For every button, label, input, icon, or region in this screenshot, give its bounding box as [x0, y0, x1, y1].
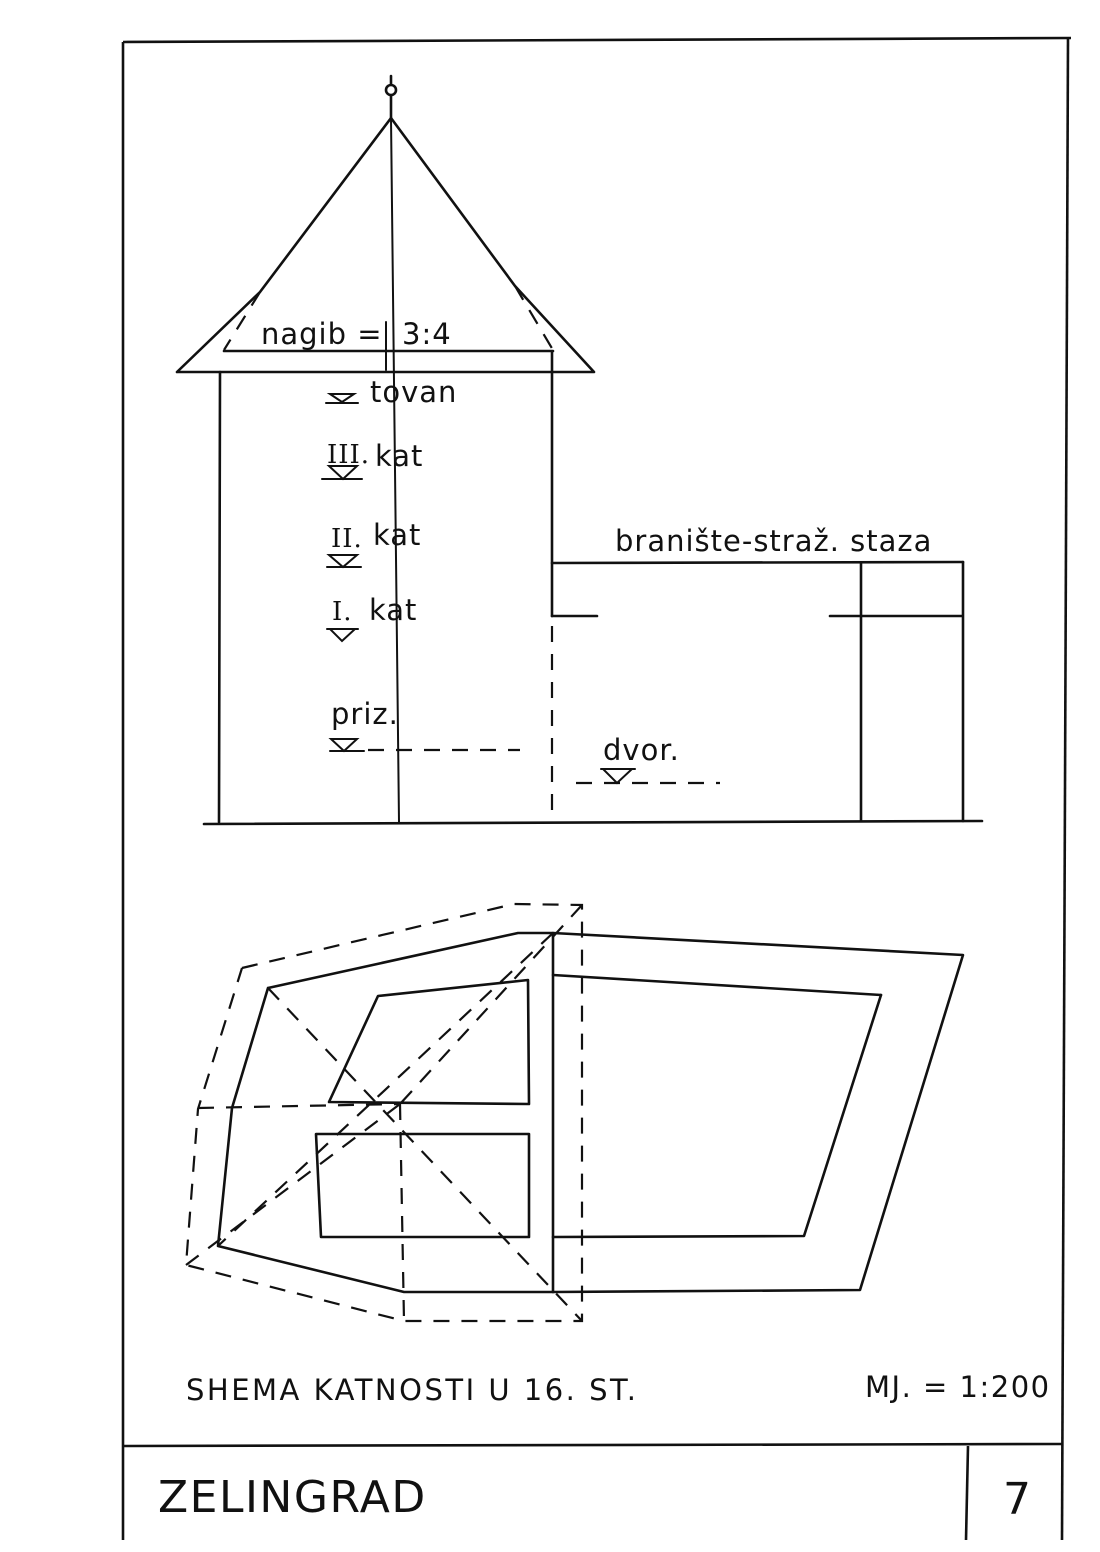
drawing-scale: MJ. = 1:200	[865, 1370, 1051, 1404]
level-attic-label: tovan	[370, 375, 458, 409]
level-courtyard-label: dvor.	[603, 733, 680, 767]
level-floor2-label: kat	[373, 518, 422, 552]
level-marker-attic	[326, 394, 358, 403]
sheet-frame	[123, 38, 1071, 1540]
level-marker-floor1	[327, 629, 358, 641]
walkway-label: branište-straž. staza	[615, 524, 933, 558]
tower-elevation	[177, 76, 982, 824]
slope-value: 3:4	[402, 317, 452, 351]
level-floor2-number: II.	[331, 524, 363, 554]
level-marker-floor2	[327, 555, 361, 567]
level-ground-label: priz.	[331, 697, 399, 731]
floor-plan	[186, 904, 963, 1321]
level-marker-ground	[330, 739, 364, 751]
drawing-caption: SHEMA KATNOSTI U 16. ST.	[186, 1373, 639, 1407]
level-floor3-label: kat	[375, 439, 424, 473]
site-title: ZELINGRAD	[158, 1472, 427, 1523]
level-floor3-number: III.	[327, 440, 371, 470]
sheet-number: 7	[1003, 1474, 1031, 1525]
level-floor1-number: I.	[332, 597, 353, 627]
slope-label: nagib =	[261, 317, 383, 351]
level-marker-courtyard	[601, 769, 635, 783]
level-floor1-label: kat	[369, 593, 418, 627]
elevation-labels	[261, 317, 932, 767]
